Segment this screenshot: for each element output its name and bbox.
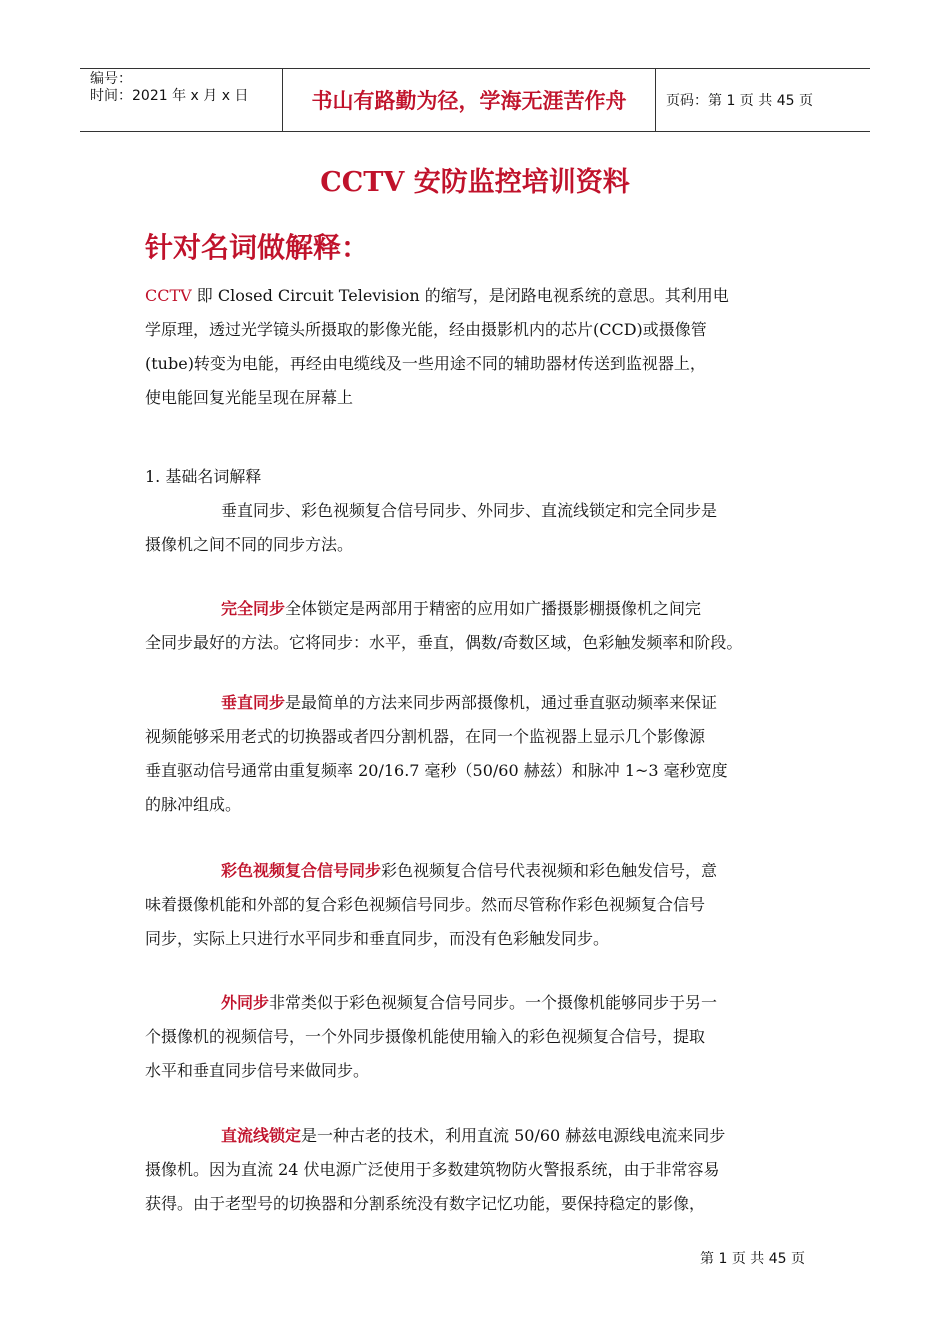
external-sync-paragraph: 外同步非常类似于彩色视频复合信号同步。一个摄像机能够同步于另一 个摄像机的视频信号，一个外同步摄像机能使用输入的彩色视频复合信号，提取 水平和垂直同步信号来做同步。 xyxy=(145,993,718,1080)
header-meta xyxy=(80,69,282,131)
header-motto: 书山有路勤为径，学海无涯苦作舟 xyxy=(282,69,656,131)
line-lock-term: 直流线锁定 xyxy=(221,1126,302,1145)
time-label: 时间：2021 年 x 月 x 日 xyxy=(90,88,249,104)
vertical-sync-term: 垂直同步 xyxy=(221,693,286,712)
full-sync-term: 完全同步 xyxy=(221,599,286,618)
composite-sync-paragraph: 彩色视频复合信号同步彩色视频复合信号代表视频和彩色触发信号，意 味着摄像机能和外部的复合彩色视频信号同步。然而尽管称作彩色视频复合信号 同步，实际上只进行水平同步和垂直同步，而没有色彩触发同步。 xyxy=(145,861,718,948)
intro-paragraph: CCTV 即 Closed Circuit Television 的缩写，是闭路电视系统的意思。其利用电 学原理，透过光学镜头所摄取的影像光能，经由摄影机内的芯片(CCD)或摄像管 (tube)转变为电能，再经由电缆线及一些用途不同的辅助器材传送到监视器上， 使电能回复光能呈现在屏幕上 xyxy=(145,286,729,407)
page-footer: 第 1 页 共 45 页 xyxy=(700,1251,805,1267)
basic-terms-paragraph: 1. 基础名词解释 垂直同步、彩色视频复合信号同步、外同步、直流线锁定和完全同步是 摄像机之间不同的同步方法。 xyxy=(145,460,825,562)
line-lock-paragraph: 直流线锁定是一种古老的技术，利用直流 50/60 赫兹电源线电流来同步 摄像机。因为直流 24 伏电源广泛使用于多数建筑物防火警报系统，由于非常容易 获得。由于老型号的切换器和分割系统没有数字记忆功能，要保持稳定的影像， xyxy=(145,1126,726,1213)
external-sync-term: 外同步 xyxy=(221,993,270,1012)
number-label: 编号： xyxy=(90,71,132,87)
vertical-sync-paragraph: 垂直同步是最简单的方法来同步两部摄像机，通过垂直驱动频率来保证 视频能够采用老式的切换器或者四分割机器，在同一个监视器上显示几个影像源 垂直驱动信号通常由重复频率 20/16.7 毫秒（50/60 赫兹）和脉冲 1~3 毫秒宽度 的脉冲组成。 xyxy=(145,693,728,814)
header-page-code: 页码：第 1 页 共 45 页 xyxy=(666,93,813,109)
full-sync-paragraph: 完全同步全体锁定是两部用于精密的应用如广播摄影棚摄像机之间完 全同步最好的方法。它将同步：水平，垂直，偶数/奇数区域，色彩触发频率和阶段。 xyxy=(145,599,743,652)
composite-sync-term: 彩色视频复合信号同步 xyxy=(221,861,382,880)
header-table xyxy=(80,68,870,132)
section-heading: 针对名词做解释： xyxy=(145,231,370,264)
cctv-term: CCTV xyxy=(145,286,192,305)
basic-terms-heading: 1. 基础名词解释 xyxy=(145,467,262,486)
document-title: CCTV 安防监控培训资料 xyxy=(320,167,630,198)
